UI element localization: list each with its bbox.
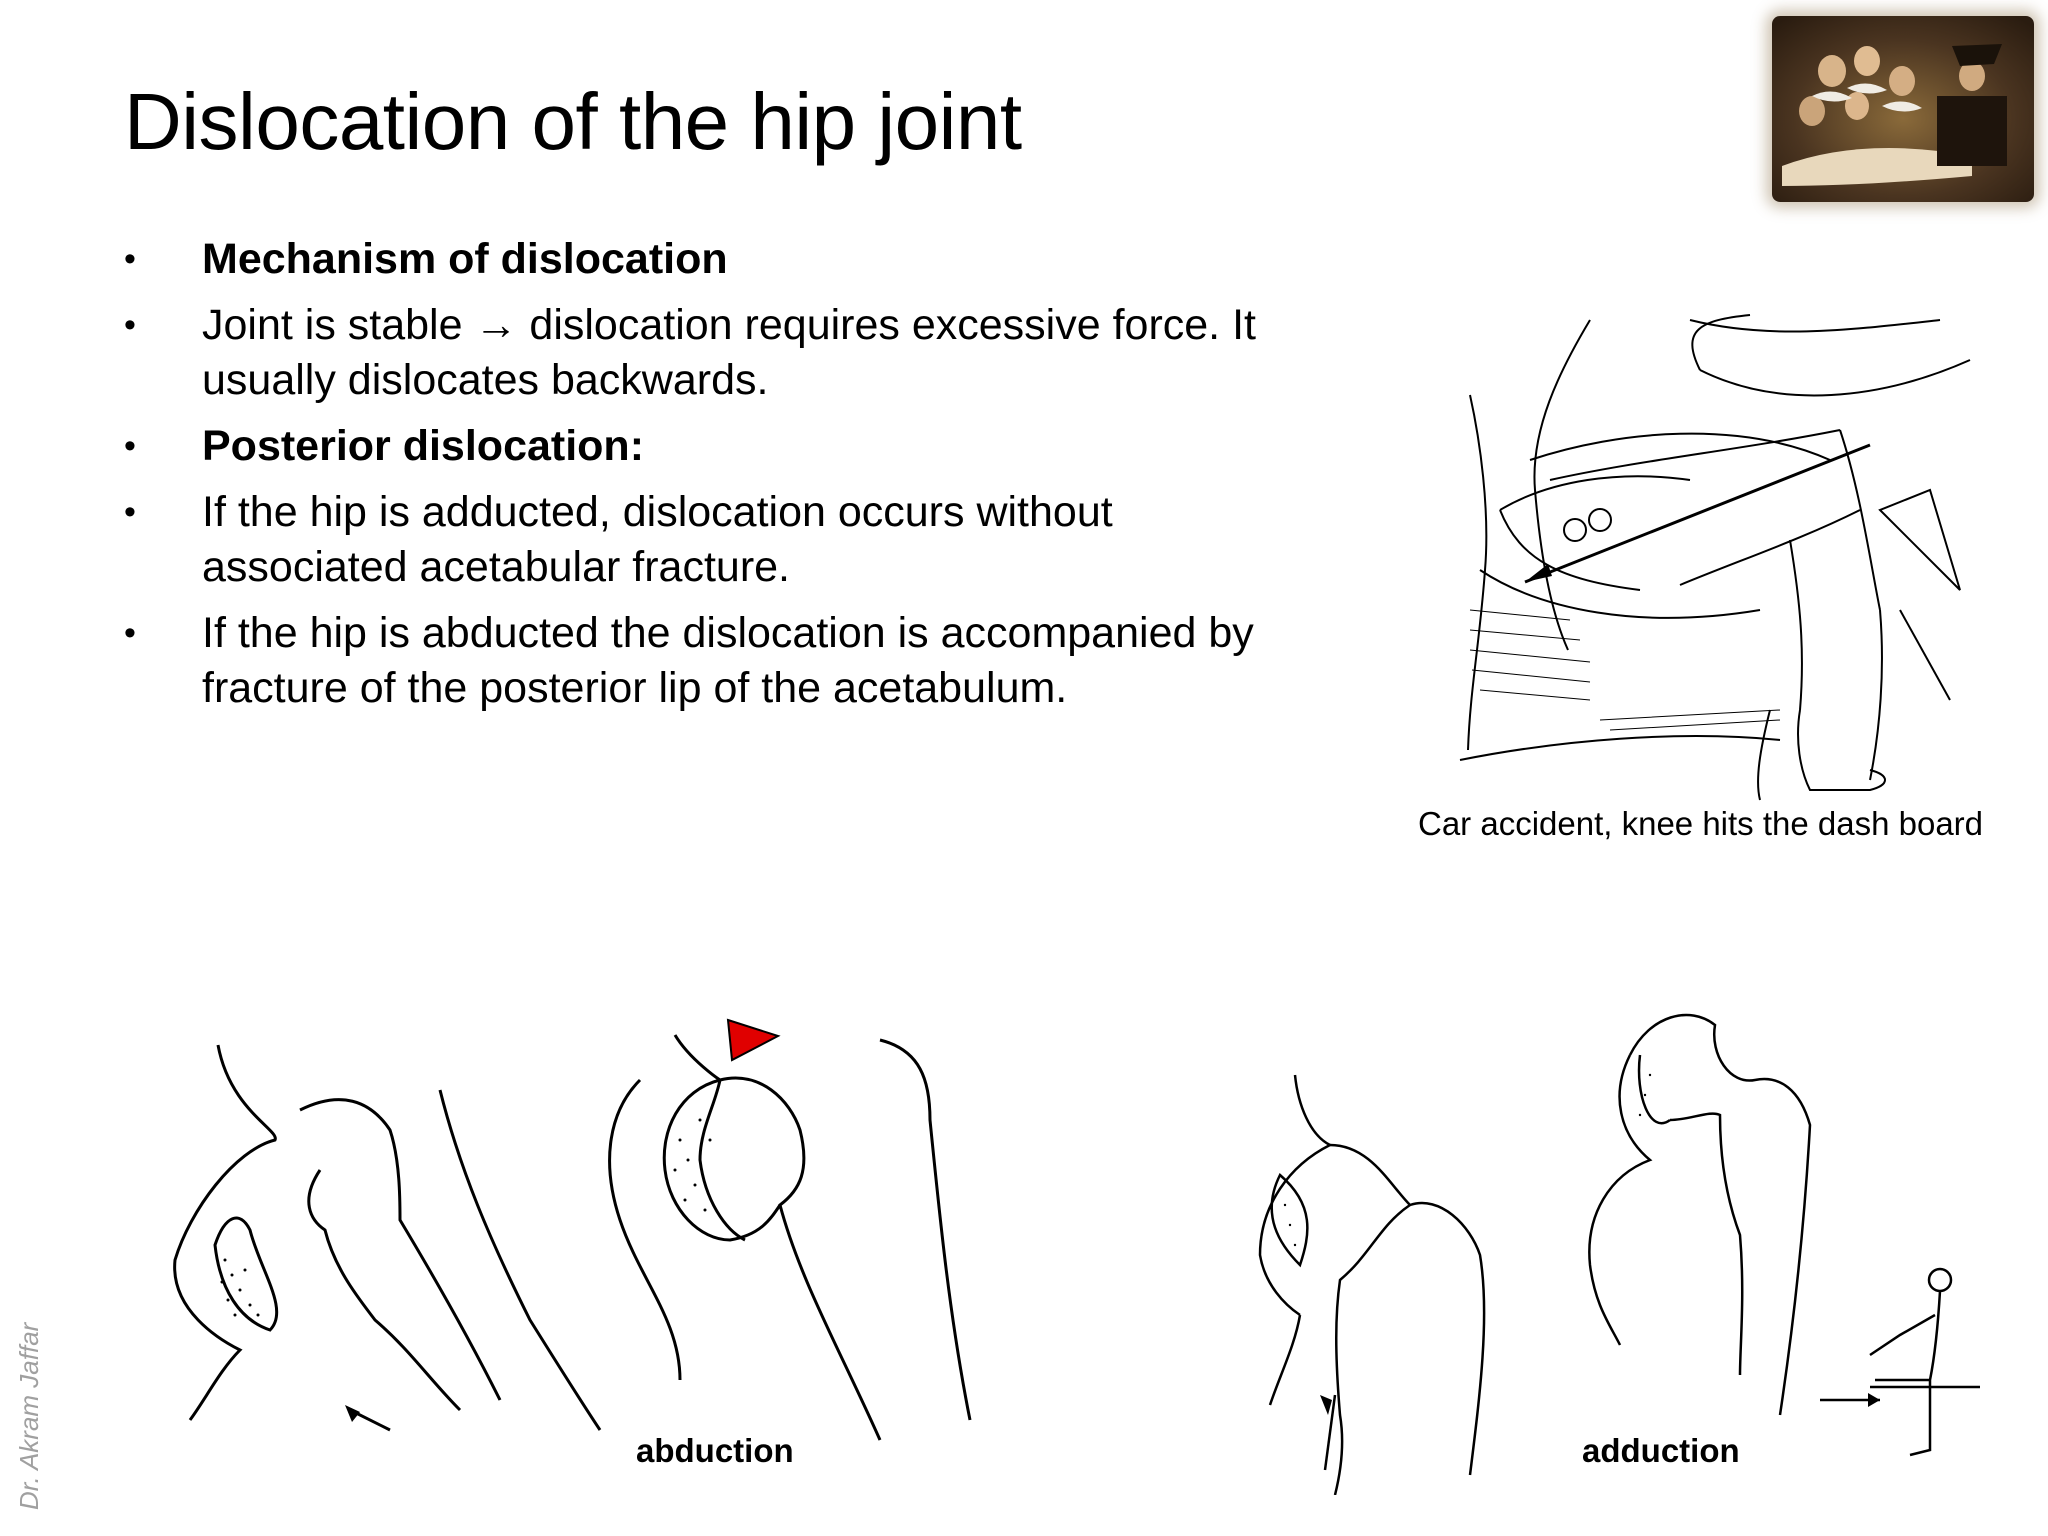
- bullet-text: Joint is stable → dislocation requires excessive force. It usually dislocates backwards.: [202, 301, 1256, 404]
- bullet-dot: •: [124, 240, 136, 278]
- bullet-item: [124, 232, 1274, 287]
- abduction-label: abduction: [636, 1432, 794, 1469]
- hip-abduction-diagram: [160, 1020, 1100, 1480]
- bullet-item: [124, 485, 1274, 595]
- hip-adduction-diagram: [1240, 995, 2000, 1495]
- bullet-item: [124, 606, 1274, 716]
- bullet-text: If the hip is adducted, dislocation occurs without associated acetabular fracture.: [202, 488, 1113, 591]
- bullet-dot: •: [124, 493, 136, 531]
- bullet-text: Posterior dislocation:: [202, 422, 645, 470]
- anatomy-painting-thumbnail: [1772, 16, 2034, 202]
- fracture-fragment-icon: [724, 1016, 784, 1066]
- bullet-item: [124, 298, 1274, 408]
- bullet-text: If the hip is abducted the dislocation is accompanied by fracture of the posterior lip of the acetabulum.: [202, 609, 1254, 712]
- slide-title: Dislocation of the hip joint: [124, 77, 1022, 166]
- painting-image: [1772, 16, 2034, 202]
- bullet-dot: •: [124, 614, 136, 652]
- car-accident-caption: Car accident, knee hits the dash board: [1418, 805, 1984, 842]
- bullet-dot: •: [124, 306, 136, 344]
- adduction-label: adduction: [1582, 1432, 1740, 1469]
- bullet-text: Mechanism of dislocation: [202, 235, 728, 283]
- bullet-dot: •: [124, 427, 136, 465]
- car-accident-illustration: [1440, 310, 2000, 810]
- bullet-list: [124, 232, 1274, 727]
- author-watermark: Dr. Akram Jaffar: [14, 1322, 44, 1510]
- bullet-item: [124, 419, 1274, 474]
